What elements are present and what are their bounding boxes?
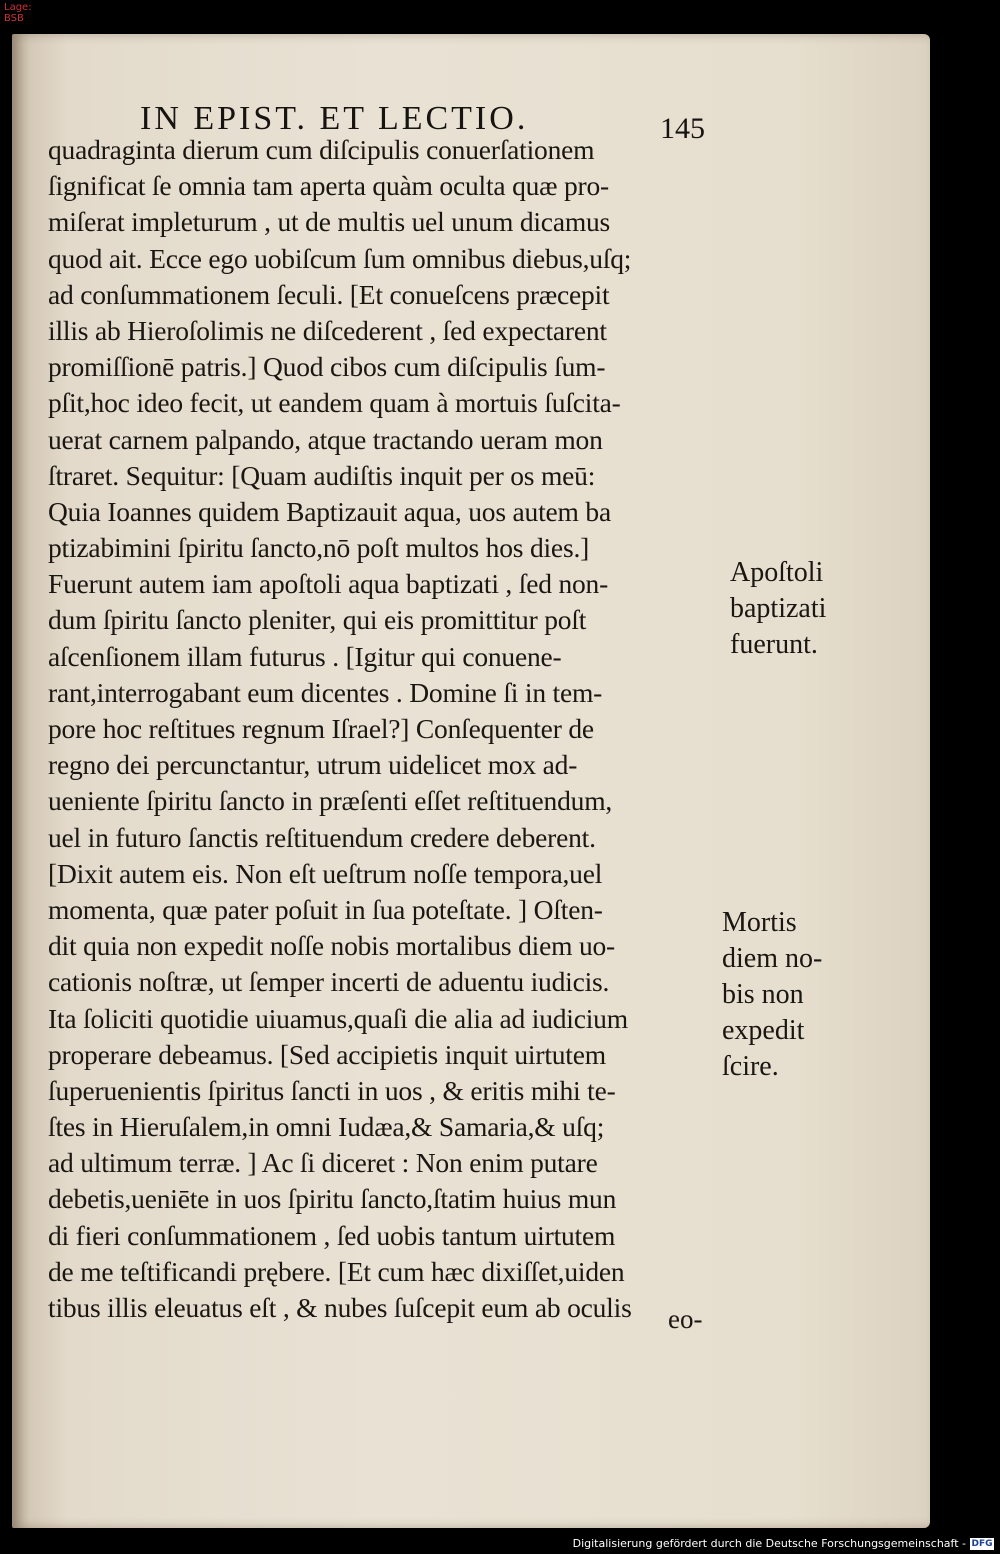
text-line: cationis noſtræ, ut ſemper incerti de aduentu iudicis. [48, 966, 610, 998]
text-line: [Dixit autem eis. Non eſt ueſtrum noſſe tempora,uel [48, 857, 603, 889]
text-line: properare debeamus. [Sed accipietis inquit uirtutem [48, 1038, 606, 1070]
text-line: pſit,hoc ideo fecit, ut eandem quam à mortuis ſuſcita- [48, 387, 621, 419]
margin-note-line: baptizati [730, 593, 827, 624]
margin-note-line: diem no- [722, 943, 823, 974]
margin-note-line: expedit [722, 1015, 805, 1046]
text-line: ſtraret. Sequitur: [Quam audiſtis inquit per os meū: [48, 459, 596, 491]
text-line: debetis,ueniēte in uos ſpiritu ſancto,ſtatim huius mun [48, 1183, 617, 1215]
text-line: ad ultimum terræ. ] Ac ſi diceret : Non enim putare [48, 1147, 598, 1179]
text-line: di fieri conſummationem , ſed uobis tantum uirtutem [48, 1219, 616, 1251]
margin-note-line: ſcire. [722, 1051, 779, 1082]
margin-note-line: Apoſtoli [730, 557, 824, 588]
text-line: pore hoc reſtitues regnum Iſrael?] Conſequenter de [48, 713, 594, 744]
text-line: ſuperuenientis ſpiritus ſancti in uos , & eritis mihi te- [48, 1074, 616, 1106]
text-line: momenta, quæ pater poſuit in ſua poteſtate. ] Oſten- [48, 893, 603, 925]
text-line: aſcenſionem illam futurus . [Igitur qui conuene- [48, 640, 562, 672]
text-line: rant,interrogabant eum dicentes . Domine ſi in tem- [48, 676, 603, 708]
text-line: miſerat impleturum , ut de multis uel unum dicamus [48, 206, 611, 238]
text-line: dum ſpiritu ſancto pleniter, qui eis promittitur poſt [48, 604, 587, 636]
text-line: de me teſtificandi prębere. [Et cum hæc dixiſſet,uiden [48, 1255, 625, 1287]
margin-note-apostles [730, 555, 826, 663]
text-line: dit quia non expedit noſſe nobis mortalibus diem uo- [48, 930, 616, 962]
catchword: eo- [668, 1304, 703, 1334]
margin-note-line: Mortis [722, 907, 797, 938]
margin-note-line: fuerunt. [730, 629, 818, 660]
running-header: IN EPIST. ET LECTIO. [140, 100, 529, 137]
text-line: ueniente ſpiritu ſancto in præſenti eſſet reſtituendum, [48, 785, 613, 817]
text-line: ſignificat ſe omnia tam aperta quàm oculta quæ pro- [48, 170, 610, 202]
text-line: promiſſionē patris.] Quod cibos cum diſcipulis ſum- [48, 351, 606, 383]
text-line: Ita ſoliciti quotidie uiuamus,quaſi die alia ad iudicium [48, 1002, 628, 1034]
text-line: tibus illis eleuatus eſt , & nubes ſuſcepit eum ab oculis [48, 1292, 632, 1323]
library-stamp [4, 2, 44, 24]
text-line: illis ab Hieroſolimis ne diſcederent , ſed expectarent [48, 314, 607, 346]
text-line: Quia Ioannes quidem Baptizauit aqua, uos autem ba [48, 495, 611, 527]
text-line: Fuerunt autem iam apoſtoli aqua baptizati , ſed non- [48, 568, 609, 600]
dfg-logo: DFG [971, 1539, 993, 1549]
margin-note-line: bis non [722, 979, 804, 1010]
text-line: ad conſummationem ſeculi. [Et conueſcens præcepit [48, 278, 610, 310]
stamp-line: BSB [4, 13, 24, 24]
margin-note-death [722, 905, 822, 1085]
digitization-credit: Digitalisierung gefördert durch die Deutsche Forschungsgemeinschaft - [572, 1537, 966, 1550]
stamp-line: Lage: [4, 2, 32, 13]
text-line: regno dei percunctantur, utrum uidelicet mox ad- [48, 749, 578, 781]
text-line: uel in futuro ſanctis reſtituendum credere deberent. [48, 821, 596, 853]
text-line: quadraginta dierum cum diſcipulis conuerſationem [48, 134, 595, 165]
main-text-block [48, 132, 738, 1326]
text-line: ptizabimini ſpiritu ſancto,nō poſt multos hos dies.] [48, 532, 590, 564]
text-line: uerat carnem palpando, atque tractando ueram mon [48, 423, 603, 455]
text-line: quod ait. Ecce ego uobiſcum ſum omnibus diebus,uſq; [48, 242, 632, 274]
text-line: ſtes in Hieruſalem,in omni Iudæa,& Samaria,& uſq; [48, 1111, 605, 1143]
page-number: 145 [660, 112, 705, 145]
